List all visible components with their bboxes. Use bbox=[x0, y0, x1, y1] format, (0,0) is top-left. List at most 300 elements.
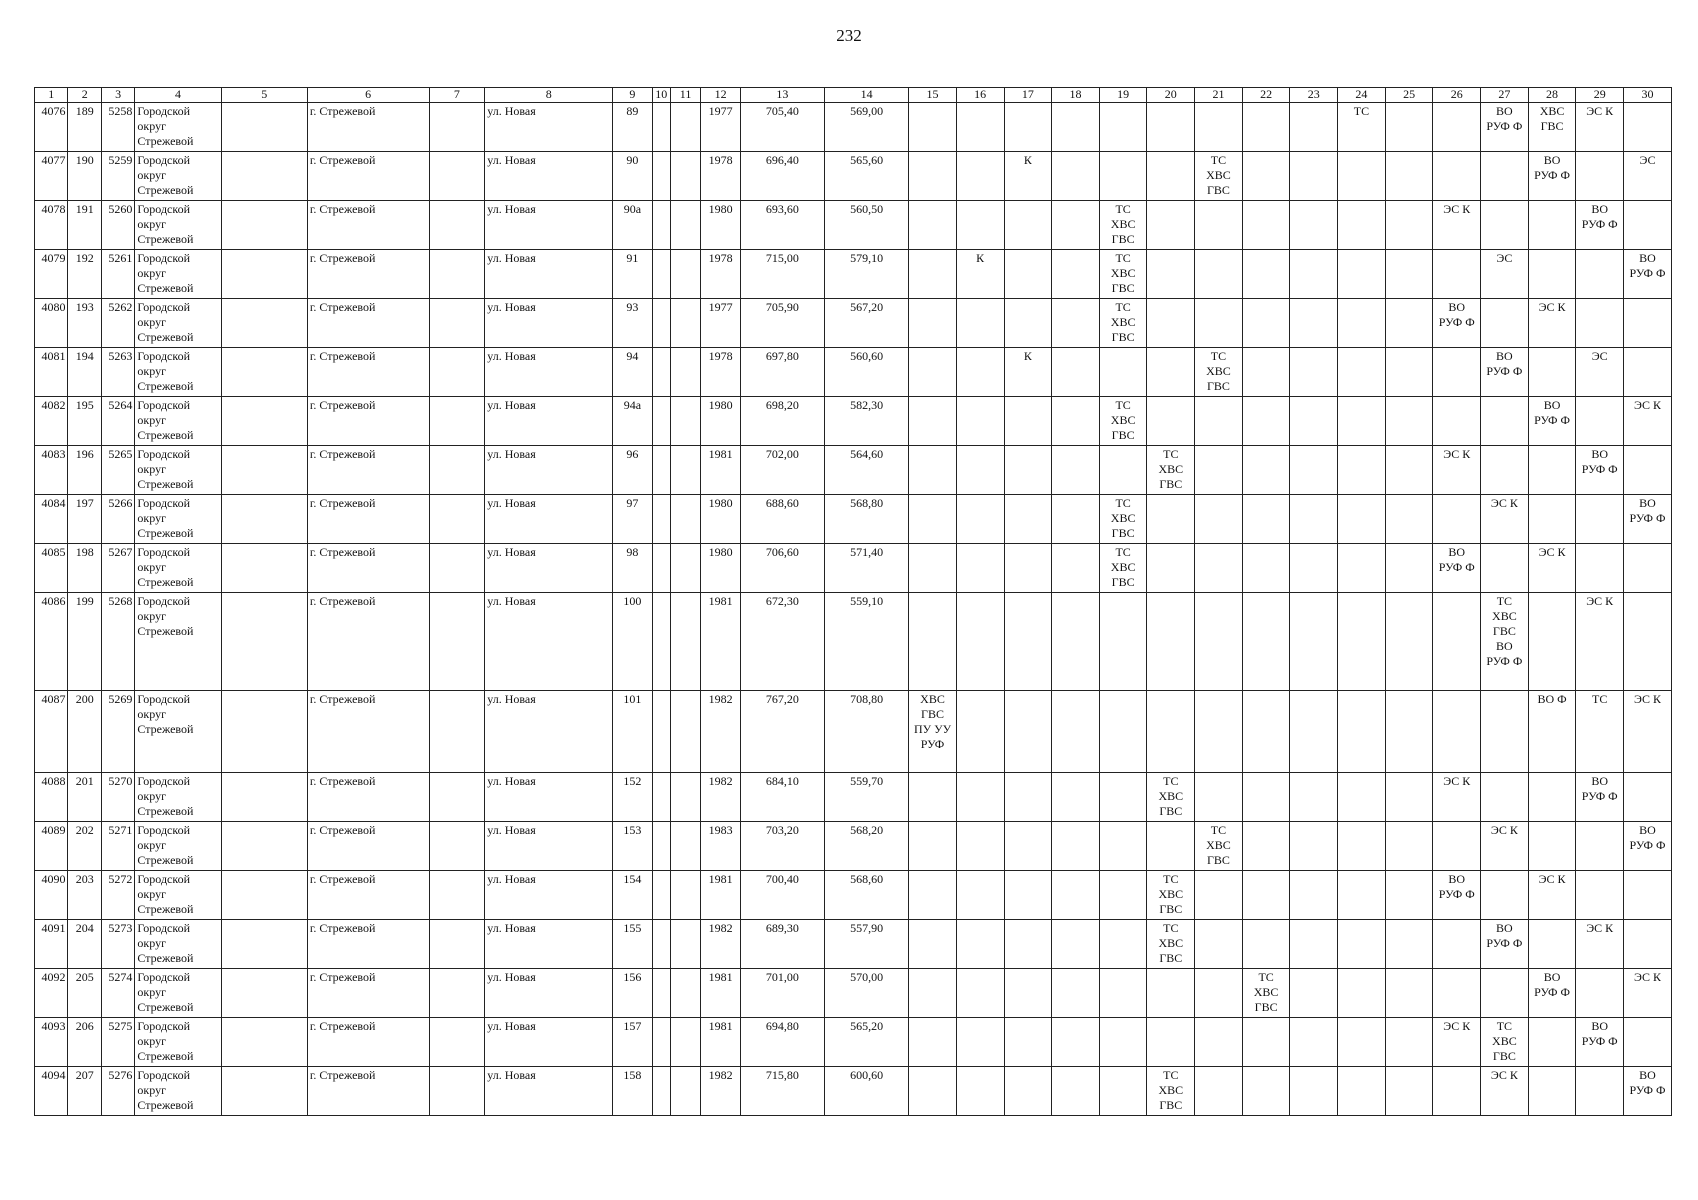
cell-col-17 bbox=[1004, 593, 1052, 691]
cell-col-24 bbox=[1338, 1067, 1386, 1116]
cell-col-30 bbox=[1624, 920, 1672, 969]
cell-col-20: ТС ХВС ГВС bbox=[1147, 446, 1195, 495]
cell-col-17: К bbox=[1004, 152, 1052, 201]
cell-col-15 bbox=[909, 920, 957, 969]
cell-col-21 bbox=[1195, 446, 1243, 495]
cell-col-4: Городской округ Стрежевой bbox=[135, 1067, 221, 1116]
column-header-23: 23 bbox=[1290, 88, 1338, 103]
cell-col-9: 91 bbox=[613, 250, 653, 299]
cell-col-10 bbox=[652, 1067, 670, 1116]
cell-col-10 bbox=[652, 969, 670, 1018]
cell-col-24 bbox=[1338, 446, 1386, 495]
cell-col-25 bbox=[1385, 871, 1433, 920]
cell-col-4: Городской округ Стрежевой bbox=[135, 348, 221, 397]
cell-col-29 bbox=[1576, 299, 1624, 348]
cell-col-5 bbox=[221, 691, 307, 773]
cell-col-6: г. Стрежевой bbox=[307, 544, 429, 593]
cell-col-11 bbox=[670, 348, 700, 397]
cell-col-22 bbox=[1242, 348, 1290, 397]
cell-col-7 bbox=[429, 822, 485, 871]
cell-col-22 bbox=[1242, 495, 1290, 544]
cell-col-14: 559,10 bbox=[825, 593, 909, 691]
cell-col-27 bbox=[1481, 969, 1529, 1018]
cell-col-12: 1982 bbox=[701, 691, 741, 773]
cell-col-17 bbox=[1004, 201, 1052, 250]
cell-col-6: г. Стрежевой bbox=[307, 397, 429, 446]
cell-col-29 bbox=[1576, 1067, 1624, 1116]
cell-col-14: 565,60 bbox=[825, 152, 909, 201]
cell-col-28 bbox=[1528, 201, 1576, 250]
cell-col-29: ЭС К bbox=[1576, 920, 1624, 969]
cell-col-7 bbox=[429, 1067, 485, 1116]
cell-col-22 bbox=[1242, 201, 1290, 250]
cell-col-1: 4089 bbox=[35, 822, 68, 871]
cell-col-20 bbox=[1147, 544, 1195, 593]
cell-col-18 bbox=[1052, 1067, 1100, 1116]
cell-col-3: 5262 bbox=[101, 299, 134, 348]
cell-col-12: 1982 bbox=[701, 920, 741, 969]
cell-col-4: Городской округ Стрежевой bbox=[135, 152, 221, 201]
cell-col-19 bbox=[1099, 593, 1147, 691]
cell-col-24: ТС bbox=[1338, 103, 1386, 152]
cell-col-17 bbox=[1004, 822, 1052, 871]
cell-col-2: 200 bbox=[68, 691, 101, 773]
cell-col-30 bbox=[1624, 299, 1672, 348]
cell-col-4: Городской округ Стрежевой bbox=[135, 969, 221, 1018]
cell-col-3: 5266 bbox=[101, 495, 134, 544]
cell-col-29 bbox=[1576, 397, 1624, 446]
cell-col-16 bbox=[956, 691, 1004, 773]
cell-col-6: г. Стрежевой bbox=[307, 871, 429, 920]
cell-col-27: ВО РУФ Ф bbox=[1481, 920, 1529, 969]
table-row bbox=[35, 544, 1672, 593]
cell-col-1: 4093 bbox=[35, 1018, 68, 1067]
cell-col-9: 100 bbox=[613, 593, 653, 691]
cell-col-26 bbox=[1433, 691, 1481, 773]
cell-col-18 bbox=[1052, 593, 1100, 691]
cell-col-18 bbox=[1052, 773, 1100, 822]
cell-col-22 bbox=[1242, 1067, 1290, 1116]
cell-col-18 bbox=[1052, 103, 1100, 152]
cell-col-23 bbox=[1290, 822, 1338, 871]
cell-col-10 bbox=[652, 871, 670, 920]
cell-col-7 bbox=[429, 773, 485, 822]
cell-col-19: ТС ХВС ГВС bbox=[1099, 201, 1147, 250]
cell-col-3: 5263 bbox=[101, 348, 134, 397]
cell-col-16 bbox=[956, 593, 1004, 691]
cell-col-22 bbox=[1242, 773, 1290, 822]
cell-col-13: 705,40 bbox=[740, 103, 824, 152]
cell-col-2: 195 bbox=[68, 397, 101, 446]
cell-col-28: ЭС К bbox=[1528, 544, 1576, 593]
cell-col-23 bbox=[1290, 1067, 1338, 1116]
cell-col-5 bbox=[221, 446, 307, 495]
cell-col-21 bbox=[1195, 250, 1243, 299]
cell-col-3: 5274 bbox=[101, 969, 134, 1018]
cell-col-2: 206 bbox=[68, 1018, 101, 1067]
cell-col-19 bbox=[1099, 822, 1147, 871]
cell-col-16 bbox=[956, 969, 1004, 1018]
cell-col-11 bbox=[670, 397, 700, 446]
cell-col-21 bbox=[1195, 1018, 1243, 1067]
cell-col-23 bbox=[1290, 969, 1338, 1018]
cell-col-18 bbox=[1052, 544, 1100, 593]
cell-col-7 bbox=[429, 871, 485, 920]
cell-col-19: ТС ХВС ГВС bbox=[1099, 397, 1147, 446]
cell-col-18 bbox=[1052, 152, 1100, 201]
cell-col-12: 1978 bbox=[701, 152, 741, 201]
cell-col-8: ул. Новая bbox=[485, 152, 613, 201]
cell-col-14: 579,10 bbox=[825, 250, 909, 299]
cell-col-19 bbox=[1099, 691, 1147, 773]
cell-col-15 bbox=[909, 348, 957, 397]
cell-col-26 bbox=[1433, 1067, 1481, 1116]
cell-col-17 bbox=[1004, 1067, 1052, 1116]
cell-col-9: 90 bbox=[613, 152, 653, 201]
table-row bbox=[35, 1067, 1672, 1116]
cell-col-21 bbox=[1195, 201, 1243, 250]
cell-col-11 bbox=[670, 593, 700, 691]
column-header-21: 21 bbox=[1195, 88, 1243, 103]
cell-col-21 bbox=[1195, 544, 1243, 593]
cell-col-13: 701,00 bbox=[740, 969, 824, 1018]
cell-col-19 bbox=[1099, 773, 1147, 822]
cell-col-26 bbox=[1433, 822, 1481, 871]
cell-col-30: ВО РУФ Ф bbox=[1624, 1067, 1672, 1116]
cell-col-22 bbox=[1242, 871, 1290, 920]
cell-col-30 bbox=[1624, 593, 1672, 691]
column-header-9: 9 bbox=[613, 88, 653, 103]
cell-col-24 bbox=[1338, 969, 1386, 1018]
cell-col-25 bbox=[1385, 1067, 1433, 1116]
cell-col-24 bbox=[1338, 152, 1386, 201]
cell-col-30: ВО РУФ Ф bbox=[1624, 822, 1672, 871]
cell-col-13: 684,10 bbox=[740, 773, 824, 822]
table-body bbox=[35, 103, 1672, 1116]
cell-col-5 bbox=[221, 397, 307, 446]
cell-col-6: г. Стрежевой bbox=[307, 201, 429, 250]
cell-col-9: 96 bbox=[613, 446, 653, 495]
cell-col-21: ТС ХВС ГВС bbox=[1195, 822, 1243, 871]
column-header-5: 5 bbox=[221, 88, 307, 103]
cell-col-24 bbox=[1338, 495, 1386, 544]
cell-col-20: ТС ХВС ГВС bbox=[1147, 871, 1195, 920]
cell-col-18 bbox=[1052, 397, 1100, 446]
cell-col-28 bbox=[1528, 348, 1576, 397]
cell-col-11 bbox=[670, 1067, 700, 1116]
cell-col-23 bbox=[1290, 250, 1338, 299]
cell-col-23 bbox=[1290, 397, 1338, 446]
cell-col-28 bbox=[1528, 822, 1576, 871]
cell-col-6: г. Стрежевой bbox=[307, 152, 429, 201]
cell-col-30: ВО РУФ Ф bbox=[1624, 250, 1672, 299]
cell-col-28 bbox=[1528, 593, 1576, 691]
cell-col-24 bbox=[1338, 871, 1386, 920]
cell-col-9: 152 bbox=[613, 773, 653, 822]
cell-col-13: 715,00 bbox=[740, 250, 824, 299]
cell-col-1: 4080 bbox=[35, 299, 68, 348]
cell-col-22: ТС ХВС ГВС bbox=[1242, 969, 1290, 1018]
cell-col-4: Городской округ Стрежевой bbox=[135, 397, 221, 446]
cell-col-9: 158 bbox=[613, 1067, 653, 1116]
cell-col-20 bbox=[1147, 152, 1195, 201]
cell-col-30 bbox=[1624, 544, 1672, 593]
cell-col-11 bbox=[670, 250, 700, 299]
column-number-header-row bbox=[35, 88, 1672, 103]
cell-col-4: Городской округ Стрежевой bbox=[135, 822, 221, 871]
cell-col-1: 4086 bbox=[35, 593, 68, 691]
cell-col-15 bbox=[909, 250, 957, 299]
cell-col-8: ул. Новая bbox=[485, 495, 613, 544]
cell-col-4: Городской округ Стрежевой bbox=[135, 250, 221, 299]
cell-col-13: 706,60 bbox=[740, 544, 824, 593]
cell-col-26 bbox=[1433, 969, 1481, 1018]
cell-col-24 bbox=[1338, 593, 1386, 691]
cell-col-30: ЭС К bbox=[1624, 397, 1672, 446]
cell-col-21 bbox=[1195, 397, 1243, 446]
cell-col-15 bbox=[909, 969, 957, 1018]
cell-col-26 bbox=[1433, 397, 1481, 446]
cell-col-19 bbox=[1099, 1018, 1147, 1067]
cell-col-23 bbox=[1290, 152, 1338, 201]
cell-col-25 bbox=[1385, 152, 1433, 201]
cell-col-22 bbox=[1242, 1018, 1290, 1067]
column-header-24: 24 bbox=[1338, 88, 1386, 103]
cell-col-10 bbox=[652, 544, 670, 593]
cell-col-19 bbox=[1099, 920, 1147, 969]
cell-col-20 bbox=[1147, 822, 1195, 871]
cell-col-2: 202 bbox=[68, 822, 101, 871]
cell-col-9: 154 bbox=[613, 871, 653, 920]
cell-col-14: 557,90 bbox=[825, 920, 909, 969]
cell-col-23 bbox=[1290, 691, 1338, 773]
cell-col-19: ТС ХВС ГВС bbox=[1099, 299, 1147, 348]
cell-col-12: 1983 bbox=[701, 822, 741, 871]
cell-col-3: 5269 bbox=[101, 691, 134, 773]
table-row bbox=[35, 299, 1672, 348]
cell-col-1: 4094 bbox=[35, 1067, 68, 1116]
cell-col-16 bbox=[956, 871, 1004, 920]
cell-col-17 bbox=[1004, 1018, 1052, 1067]
column-header-10: 10 bbox=[652, 88, 670, 103]
cell-col-21 bbox=[1195, 593, 1243, 691]
column-header-22: 22 bbox=[1242, 88, 1290, 103]
cell-col-3: 5264 bbox=[101, 397, 134, 446]
cell-col-16: К bbox=[956, 250, 1004, 299]
cell-col-8: ул. Новая bbox=[485, 822, 613, 871]
cell-col-19 bbox=[1099, 871, 1147, 920]
cell-col-25 bbox=[1385, 250, 1433, 299]
cell-col-18 bbox=[1052, 691, 1100, 773]
cell-col-7 bbox=[429, 348, 485, 397]
cell-col-8: ул. Новая bbox=[485, 593, 613, 691]
cell-col-30 bbox=[1624, 348, 1672, 397]
column-header-11: 11 bbox=[670, 88, 700, 103]
cell-col-16 bbox=[956, 822, 1004, 871]
cell-col-8: ул. Новая bbox=[485, 397, 613, 446]
cell-col-10 bbox=[652, 822, 670, 871]
cell-col-5 bbox=[221, 495, 307, 544]
cell-col-14: 560,60 bbox=[825, 348, 909, 397]
cell-col-27 bbox=[1481, 871, 1529, 920]
cell-col-2: 194 bbox=[68, 348, 101, 397]
cell-col-27: ЭС bbox=[1481, 250, 1529, 299]
cell-col-7 bbox=[429, 103, 485, 152]
cell-col-5 bbox=[221, 348, 307, 397]
cell-col-9: 97 bbox=[613, 495, 653, 544]
cell-col-21 bbox=[1195, 691, 1243, 773]
cell-col-21: ТС ХВС ГВС bbox=[1195, 348, 1243, 397]
table-row bbox=[35, 495, 1672, 544]
cell-col-20 bbox=[1147, 103, 1195, 152]
cell-col-25 bbox=[1385, 920, 1433, 969]
cell-col-25 bbox=[1385, 103, 1433, 152]
cell-col-14: 570,00 bbox=[825, 969, 909, 1018]
cell-col-4: Городской округ Стрежевой bbox=[135, 201, 221, 250]
cell-col-21 bbox=[1195, 299, 1243, 348]
cell-col-3: 5258 bbox=[101, 103, 134, 152]
cell-col-12: 1981 bbox=[701, 969, 741, 1018]
cell-col-13: 693,60 bbox=[740, 201, 824, 250]
cell-col-5 bbox=[221, 1067, 307, 1116]
cell-col-29: ЭС К bbox=[1576, 103, 1624, 152]
cell-col-17 bbox=[1004, 969, 1052, 1018]
cell-col-26 bbox=[1433, 152, 1481, 201]
cell-col-25 bbox=[1385, 1018, 1433, 1067]
cell-col-24 bbox=[1338, 250, 1386, 299]
cell-col-11 bbox=[670, 201, 700, 250]
cell-col-13: 767,20 bbox=[740, 691, 824, 773]
column-header-17: 17 bbox=[1004, 88, 1052, 103]
cell-col-17 bbox=[1004, 299, 1052, 348]
cell-col-11 bbox=[670, 495, 700, 544]
cell-col-19: ТС ХВС ГВС bbox=[1099, 544, 1147, 593]
cell-col-30 bbox=[1624, 1018, 1672, 1067]
cell-col-14: 571,40 bbox=[825, 544, 909, 593]
cell-col-26 bbox=[1433, 495, 1481, 544]
cell-col-8: ул. Новая bbox=[485, 348, 613, 397]
cell-col-30 bbox=[1624, 103, 1672, 152]
cell-col-7 bbox=[429, 544, 485, 593]
cell-col-5 bbox=[221, 593, 307, 691]
cell-col-8: ул. Новая bbox=[485, 250, 613, 299]
cell-col-6: г. Стрежевой bbox=[307, 103, 429, 152]
cell-col-21 bbox=[1195, 495, 1243, 544]
cell-col-1: 4081 bbox=[35, 348, 68, 397]
cell-col-9: 98 bbox=[613, 544, 653, 593]
cell-col-29 bbox=[1576, 152, 1624, 201]
cell-col-23 bbox=[1290, 593, 1338, 691]
cell-col-23 bbox=[1290, 920, 1338, 969]
cell-col-3: 5260 bbox=[101, 201, 134, 250]
cell-col-10 bbox=[652, 152, 670, 201]
cell-col-22 bbox=[1242, 691, 1290, 773]
cell-col-15 bbox=[909, 871, 957, 920]
cell-col-8: ул. Новая bbox=[485, 1067, 613, 1116]
cell-col-8: ул. Новая bbox=[485, 299, 613, 348]
cell-col-20 bbox=[1147, 299, 1195, 348]
cell-col-15 bbox=[909, 1067, 957, 1116]
cell-col-2: 207 bbox=[68, 1067, 101, 1116]
cell-col-17 bbox=[1004, 920, 1052, 969]
cell-col-23 bbox=[1290, 103, 1338, 152]
cell-col-27 bbox=[1481, 691, 1529, 773]
cell-col-15 bbox=[909, 822, 957, 871]
column-header-15: 15 bbox=[909, 88, 957, 103]
column-header-1: 1 bbox=[35, 88, 68, 103]
cell-col-13: 715,80 bbox=[740, 1067, 824, 1116]
table-row bbox=[35, 103, 1672, 152]
cell-col-9: 157 bbox=[613, 1018, 653, 1067]
cell-col-25 bbox=[1385, 397, 1433, 446]
cell-col-29 bbox=[1576, 250, 1624, 299]
cell-col-17: К bbox=[1004, 348, 1052, 397]
cell-col-12: 1980 bbox=[701, 544, 741, 593]
cell-col-14: 708,80 bbox=[825, 691, 909, 773]
cell-col-22 bbox=[1242, 103, 1290, 152]
cell-col-25 bbox=[1385, 593, 1433, 691]
cell-col-14: 564,60 bbox=[825, 446, 909, 495]
cell-col-26: ВО РУФ Ф bbox=[1433, 299, 1481, 348]
cell-col-26 bbox=[1433, 920, 1481, 969]
cell-col-21 bbox=[1195, 871, 1243, 920]
cell-col-16 bbox=[956, 920, 1004, 969]
cell-col-6: г. Стрежевой bbox=[307, 822, 429, 871]
cell-col-14: 569,00 bbox=[825, 103, 909, 152]
cell-col-30 bbox=[1624, 773, 1672, 822]
cell-col-10 bbox=[652, 446, 670, 495]
cell-col-2: 191 bbox=[68, 201, 101, 250]
cell-col-14: 559,70 bbox=[825, 773, 909, 822]
cell-col-5 bbox=[221, 103, 307, 152]
cell-col-27 bbox=[1481, 397, 1529, 446]
cell-col-8: ул. Новая bbox=[485, 446, 613, 495]
cell-col-24 bbox=[1338, 348, 1386, 397]
cell-col-3: 5259 bbox=[101, 152, 134, 201]
cell-col-17 bbox=[1004, 397, 1052, 446]
cell-col-19: ТС ХВС ГВС bbox=[1099, 495, 1147, 544]
cell-col-12: 1982 bbox=[701, 773, 741, 822]
cell-col-10 bbox=[652, 691, 670, 773]
cell-col-18 bbox=[1052, 871, 1100, 920]
cell-col-10 bbox=[652, 103, 670, 152]
cell-col-14: 568,60 bbox=[825, 871, 909, 920]
cell-col-16 bbox=[956, 446, 1004, 495]
cell-col-5 bbox=[221, 299, 307, 348]
cell-col-6: г. Стрежевой bbox=[307, 593, 429, 691]
cell-col-29 bbox=[1576, 969, 1624, 1018]
cell-col-20 bbox=[1147, 1018, 1195, 1067]
cell-col-11 bbox=[670, 103, 700, 152]
cell-col-16 bbox=[956, 348, 1004, 397]
cell-col-28: ЭС К bbox=[1528, 871, 1576, 920]
cell-col-22 bbox=[1242, 593, 1290, 691]
cell-col-13: 689,30 bbox=[740, 920, 824, 969]
cell-col-1: 4092 bbox=[35, 969, 68, 1018]
cell-col-5 bbox=[221, 969, 307, 1018]
cell-col-24 bbox=[1338, 1018, 1386, 1067]
column-header-27: 27 bbox=[1481, 88, 1529, 103]
cell-col-20: ТС ХВС ГВС bbox=[1147, 1067, 1195, 1116]
cell-col-18 bbox=[1052, 348, 1100, 397]
cell-col-14: 560,50 bbox=[825, 201, 909, 250]
cell-col-1: 4091 bbox=[35, 920, 68, 969]
cell-col-8: ул. Новая bbox=[485, 920, 613, 969]
cell-col-9: 156 bbox=[613, 969, 653, 1018]
cell-col-19 bbox=[1099, 969, 1147, 1018]
column-header-29: 29 bbox=[1576, 88, 1624, 103]
cell-col-26 bbox=[1433, 348, 1481, 397]
